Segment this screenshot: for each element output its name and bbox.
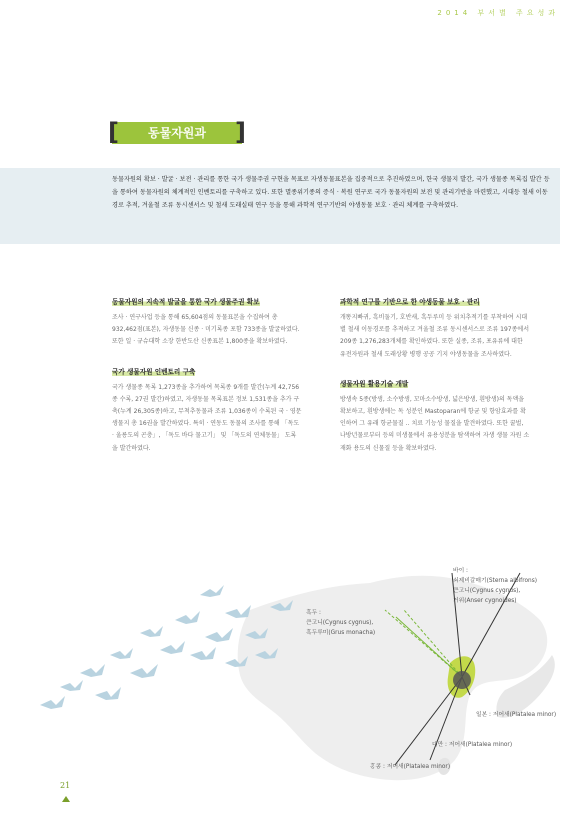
right-heading-2: 생물자원 활용기술 개발 <box>340 379 409 388</box>
bird-icon <box>175 611 200 624</box>
left-column <box>112 289 302 465</box>
bird-icon <box>160 641 185 654</box>
right-heading-1: 과학적 연구를 기반으로 한 야생동물 보호 · 관리 <box>340 298 480 306</box>
map-label-left-line: 흑두루미(Grus monacha) <box>306 630 376 636</box>
map-label-bottom-left: 홍콩 : 저어새(Platalea minor) <box>370 764 451 770</box>
bird-icon <box>80 664 105 677</box>
bird-icon <box>225 605 251 618</box>
bracket-right-icon: ] <box>235 118 246 146</box>
right-column <box>340 289 530 465</box>
left-heading-2: 국가 생물자원 인벤토리 구축 <box>112 367 196 376</box>
left-heading-1: 동물자원의 지속적 발굴을 통한 국가 생물주권 확보 <box>112 298 260 306</box>
bird-icon <box>140 626 163 637</box>
section-title <box>108 118 246 146</box>
map-label-left-line: 큰고니(Cygnus cygnus), <box>306 620 374 626</box>
bird-icon <box>205 628 233 642</box>
page-header <box>0 0 587 22</box>
map-label-top-right <box>453 566 537 606</box>
map-label-left-line: 흑두 : <box>306 610 321 616</box>
korea-marker <box>453 671 471 689</box>
bird-icon <box>190 647 216 660</box>
bracket-left-icon: [ <box>108 118 119 146</box>
left-body-1: 조사 · 연구사업 등을 통해 65,604점의 동물표본을 수집하여 총 932,462점(표본), 자생동물 신종 · 미기록종 포함 733종을 발굴하였다. 또한 일 · 규슈대학 소장 한반도산 신종표본 1,800종을 확보하였다. <box>112 314 300 346</box>
bird-icon <box>200 585 224 597</box>
map-label-top-right-line: 바이 : <box>453 568 468 574</box>
bird-icon <box>110 648 133 659</box>
right-body-1: 개똥지빠귀, 흑비둘기, 호반새, 흑두루미 등 위치추적기를 부착하여 시대별 철새 이동경로를 추적하고 겨울철 조류 동시센서스로 조류 197종에서 209종 1,276,283개체를 확인하였다. 또한 실종, 조류, 포유류에 대한 유전자원과 철새 도래상황 병행 공공 기지 야생동물을 조사하였다. <box>340 314 529 358</box>
section-title-label: 동물자원과 <box>148 126 206 140</box>
map-label-top-right-line: 쇠제비갈매기(Sterna albifrons) <box>453 578 537 584</box>
bird-icon <box>40 696 65 709</box>
map-label-top-right-line: 거위(Anser cygnoides) <box>453 598 517 604</box>
left-body-2: 국가 생물종 목록 1,273종을 추가하여 목록종 9개를 발간(누계 42,756종 수록, 27권 발간)하였고, 자생동물 목록표본 정보 1,531종을 추가 구축(누계 26,305종)하고, 무척추동물과 조류 1,036종이 수록된 국 · 영문 생물지 총 16권을 발간하였다. 특히 · 연동도 동물의 조사를 통해 「독도 · 울릉도의 곤충」, 「독도 바다 물고기」 및 「독도의 연체동물」 도록을 발간하였다. <box>112 383 302 452</box>
bird-icon <box>60 680 83 691</box>
intro-box <box>0 168 560 244</box>
map-label-mid-right: 일본 : 저어새(Platalea minor) <box>476 712 557 718</box>
right-body-2: 방생속 5종(방생, 소수방생, 꼬마소수방생, 넓은방생, 흰방생)의 독액을 확보하고, 흰방생에는 독 성분인 Mastoparan에 항균 및 항암효과를 확인하여 그 유래 항균물질 ‥ 치료 기능성 물질을 발견하였다. 또한 꿀벌, 나방년물로부터 등의 미생물에서 유용성분을 탐색하여 자생 생물 자원 소재화 용도의 신물질 등을 확보하였다. <box>340 395 530 452</box>
intro-text: 동물자원의 확보 · 발굴 · 보전 · 관리를 통한 국가 생물주권 구현을 목표로 자생동물표본을 집중적으로 추진하였으며, 한국 생물지 발간, 국가 생물종 목록집 발간 등을 통하여 동물자원의 체계적인 인벤토리를 구축하고 있다. 또한 멸종위기종의 증식 · 복원 연구로 국가 동물자원의 보전 및 관리기반을 마련했고, 시대등 철새 이동경로 추적, 겨울철 조류 동시센서스 및 철새 도래실태 연구 등을 통해 과학적 연구기반의 야생동물 보호 · 관리 체계를 구축하였다. <box>112 176 550 210</box>
page-triangle-icon <box>62 796 70 802</box>
map-label-left <box>306 608 375 638</box>
map-label-bottom-mid: 대만 : 저어새(Platalea minor) <box>432 742 513 748</box>
bird-icon <box>130 664 158 678</box>
page-number: 21 <box>60 781 71 790</box>
map-label-top-right-line: 큰고니(Cygnus cygnus), <box>453 588 521 594</box>
bird-icon <box>95 687 121 700</box>
header-text: 2014 부서별 주요성과 <box>437 9 559 17</box>
